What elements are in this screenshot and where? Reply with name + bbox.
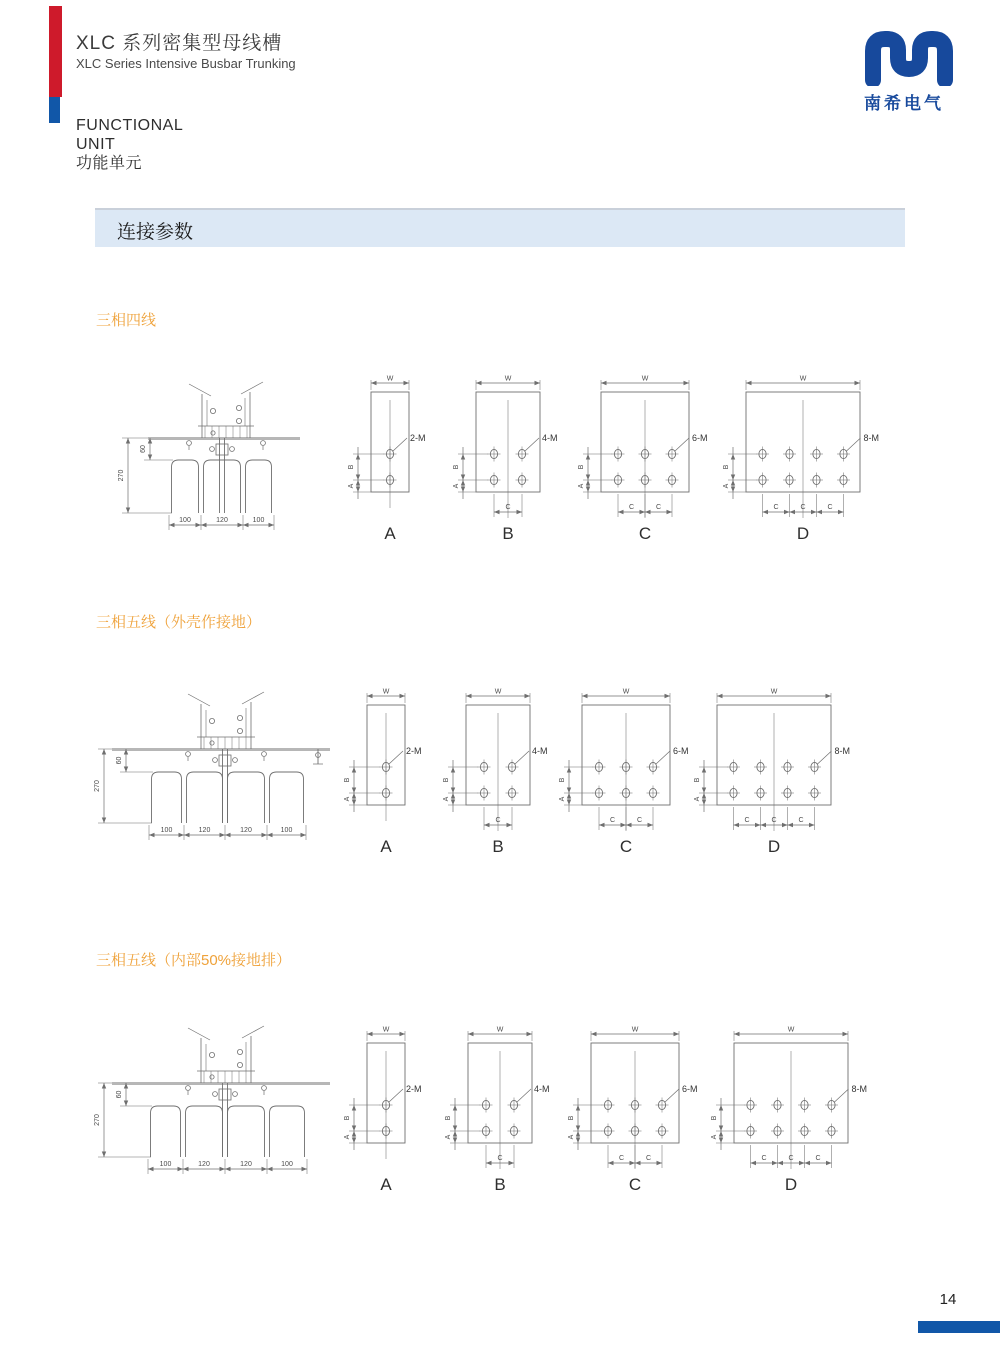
holes-count-label: 8-M [834, 746, 850, 756]
section-2-drawing-group [94, 689, 850, 857]
dimension-label: C [761, 1155, 767, 1162]
dimension-label: 100 [280, 827, 293, 834]
dimension-label: W [799, 375, 807, 383]
panel-letter-label: C [628, 1175, 642, 1194]
section-heading-1: 三相四线 [96, 312, 157, 329]
section-heading-2: 三相五线（外壳作接地） [96, 614, 262, 631]
panel-letter-label: A [380, 1175, 392, 1194]
dimension-label: 60 [116, 1090, 123, 1099]
dimension-label: B [694, 777, 701, 783]
dimension-label: C [645, 1155, 652, 1162]
footer-accent-bar [918, 1321, 1000, 1333]
dimension-label: A [443, 796, 450, 802]
dimension-label: 270 [94, 1114, 101, 1126]
dimension-label: W [386, 375, 394, 383]
dimension-label: W [382, 1026, 390, 1034]
dimension-label: B [344, 1115, 351, 1121]
dimension-label: A [559, 796, 566, 802]
dimension-label: 120 [240, 827, 252, 834]
dimension-label: C [609, 817, 616, 824]
dimension-label: 100 [159, 1161, 172, 1168]
dimension-label: B [578, 464, 585, 470]
panel-letter-label: D [796, 524, 810, 543]
dimension-label: 60 [140, 445, 147, 453]
dimension-label: A [348, 483, 355, 489]
dimension-label: 100 [160, 827, 173, 834]
dimension-label: W [787, 1026, 795, 1034]
dimension-label: B [453, 464, 460, 470]
dimension-label: C [636, 817, 643, 824]
section-1-drawing-group [118, 376, 879, 544]
holes-count-label: 2-M [410, 433, 426, 443]
panel-letter-label: B [494, 1175, 506, 1194]
dimension-label: C [773, 504, 779, 511]
dimension-label: 120 [240, 1161, 252, 1168]
dimension-label: W [770, 688, 778, 696]
dimension-label: A [344, 796, 351, 802]
dimension-label: C [497, 1155, 503, 1162]
functional-line-1: FUNCTIONAL [76, 117, 184, 134]
functional-line-2: UNIT [76, 136, 116, 153]
holes-count-label: 6-M [692, 433, 708, 443]
dimension-label: B [348, 464, 355, 470]
dimension-label: A [694, 796, 701, 802]
holes-count-label: 4-M [542, 433, 558, 443]
dimension-label: W [494, 688, 502, 696]
dimension-label: B [559, 777, 566, 783]
section-title: 连接参数 [117, 222, 194, 243]
dimension-label: C [798, 817, 804, 824]
dimension-label: 60 [116, 756, 123, 765]
dimension-label: C [505, 504, 511, 511]
dimension-label: A [711, 1134, 718, 1140]
dimension-label: C [771, 817, 777, 824]
logo-company-name: 南希电气 [864, 94, 944, 113]
section-3-drawing-group [94, 1026, 867, 1194]
dimension-label: B [344, 777, 351, 783]
holes-count-label: 2-M [406, 1084, 422, 1094]
panel-letter-label: C [619, 837, 633, 856]
dimension-label: 270 [118, 469, 125, 482]
dimension-label: B [723, 464, 730, 470]
dimension-label: 120 [198, 1161, 210, 1168]
dimension-label: W [382, 688, 390, 696]
panel-letter-label: B [502, 524, 514, 543]
dimension-label: 120 [198, 827, 211, 834]
dimension-label: A [568, 1134, 575, 1140]
dimension-label: W [631, 1026, 639, 1034]
dimension-label: C [815, 1155, 821, 1162]
holes-count-label: 4-M [534, 1084, 550, 1094]
dimension-label: C [744, 817, 750, 824]
dimension-label: A [344, 1134, 351, 1140]
holes-count-label: 4-M [532, 746, 548, 756]
dimension-label: C [788, 1155, 794, 1162]
holes-count-label: 8-M [863, 433, 879, 443]
dimension-label: 100 [281, 1161, 293, 1168]
page-number: 14 [939, 1291, 957, 1308]
dimension-label: 120 [216, 517, 228, 524]
doc-title-zh: XLC 系列密集型母线槽 [76, 33, 283, 54]
dimension-label: W [622, 688, 630, 696]
dimension-label: A [723, 483, 730, 489]
dimension-label: C [800, 504, 806, 511]
panel-letter-label: A [380, 837, 392, 856]
doc-title-en: XLC Series Intensive Busbar Trunking [76, 56, 296, 71]
dimension-label: C [628, 504, 635, 511]
dimension-label: B [711, 1115, 718, 1121]
dimension-label: B [443, 777, 450, 783]
dimension-label: 270 [94, 780, 101, 792]
panel-letter-label: C [638, 524, 652, 543]
holes-count-label: 8-M [851, 1084, 867, 1094]
dimension-label: C [655, 504, 662, 511]
dimension-label: C [827, 504, 833, 511]
holes-count-label: 6-M [682, 1084, 698, 1094]
panel-letter-label: A [384, 524, 396, 543]
section-heading-3: 三相五线（内部50%接地排） [96, 952, 292, 969]
dimension-label: 100 [252, 517, 265, 524]
holes-count-label: 6-M [673, 746, 689, 756]
functional-line-3: 功能单元 [76, 155, 143, 172]
dimension-label: C [618, 1155, 625, 1162]
dimension-label: A [578, 483, 585, 489]
panel-letter-label: D [784, 1175, 798, 1194]
dimension-label: W [641, 375, 649, 383]
dimension-label: A [445, 1134, 452, 1140]
dimension-label: W [496, 1026, 504, 1034]
dimension-label: B [568, 1115, 575, 1121]
dimension-label: W [504, 375, 512, 383]
dimension-label: 100 [179, 517, 191, 524]
dimension-label: A [453, 483, 460, 489]
panel-letter-label: B [492, 837, 504, 856]
dimension-label: C [495, 817, 501, 824]
panel-letter-label: D [767, 837, 781, 856]
holes-count-label: 2-M [406, 746, 422, 756]
dimension-label: B [445, 1115, 452, 1121]
